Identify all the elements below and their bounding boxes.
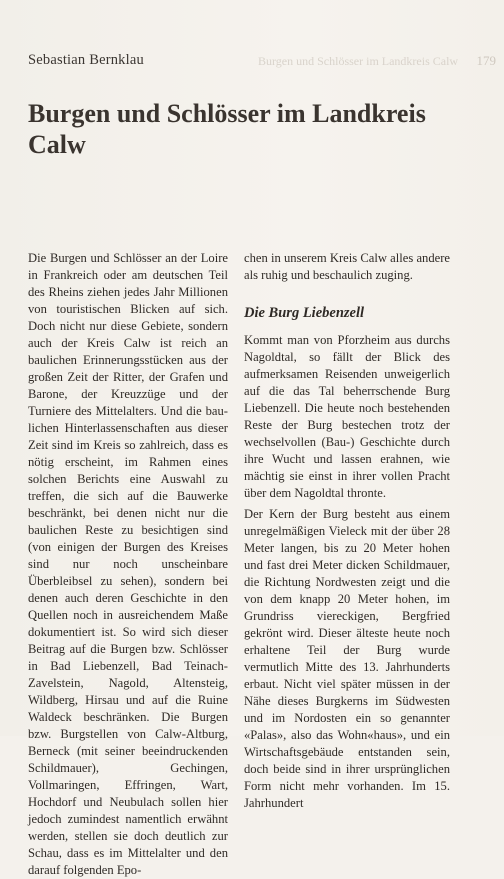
section-heading: Die Burg Liebenzell xyxy=(244,305,365,321)
running-header xyxy=(28,52,496,72)
left-column xyxy=(28,250,228,879)
right-column-intro: chen in unserem Kreis Calw alles andere als ruhig und beschaulich zuging. xyxy=(244,251,450,282)
article-title: Burgen und Schlösser im Landkreis Calw xyxy=(28,99,426,159)
author-name: Sebastian Bernklau xyxy=(28,52,144,68)
page-number: 179 xyxy=(476,53,496,68)
bleed-through-text: Burgen und Schlösser im Landkreis Calw xyxy=(258,54,459,68)
left-column-text: Die Burgen und Schlösser an der Loire in Frankreich oder am deutschen Teil des Rheins ziehen jedes Jahr Millionen von touristischen Blicken auf sich. Doch nicht nur diese Gebiete, sondern auch der Kreis Calw ist reich an baulichen Erinnerungsstücken aus der großen Zeit der Ritter, der Grafen und Barone, der Kreuzzüge und der Turniere des Mittelalters. Und die baulichen Hinterlassenschaften aus dieser Zeit sind im Kreis so zahlreich, dass es nötig erscheint, im Rahmen eines solchen Berichts eine Auswahl zu treffen, die sich auf die Bauwerke beschränkt, bei denen nicht nur die baulichen Reste zu besichtigen sind (von einigen der Burgen des Kreises sind nur noch unscheinbare Überbleibsel zu sehen), sondern bei denen auch deren Geschichte in den Quellen noch in ausreichendem Maße dokumentiert ist. So wird sich dieser Beitrag auf die Burgen bzw. Schlösser in Bad Liebenzell, Bad Teinach-Zavelstein, Nagold, Altensteig, Wildberg, Hirsau und auf die Ruine Waldeck beschränken. Die Burgen bzw. Burgstellen von Calw-Altburg, Berneck (mit seiner beeindruckenden Schildmauer), Gechingen, Vollmaringen, Effringen, Wart, Hochdorf und Neubulach sollen hier jedoch zumindest namentlich erwähnt werden, stellen sie doch deutlich zur Schau, dass es im Mittelalter und den darauf folgenden Epo- xyxy=(28,251,228,877)
right-column-paragraph-1: Kommt man von Pforzheim aus durchs Nagoldtal, so fällt der Blick des aufmerksamen Reisenden unweigerlich auf die das Tal beherrschende Burg Liebenzell. Die heute noch bestehenden Reste der Burg bestechen trotz der wechselvollen (Bau-) Geschichte durch ihre Wucht und lassen erahnen, wie mächtig sie einst in ihrer vollen Pracht über dem Nagoldtal thronte. xyxy=(244,333,450,500)
right-column-paragraph-2: Der Kern der Burg besteht aus einem unregelmäßigen Vieleck mit der über 28 Meter langen, bis zu 20 Meter hohen und fast drei Meter dicken Schildmauer, die Richtung Nordwesten zeigt und die von dem knapp 20 Meter hohen, im Grundriss viereckigen, Bergfried gekrönt wird. Dieser älteste heute noch erhaltene Teil der Burg wurde vermutlich Mitte des 13. Jahrhunderts erbaut. Nicht viel später müssen in der Nähe dieses Burgkerns im Südwesten und im Nordosten ein so genannter «Palas», also das Wohn«haus», und ein Wirtschaftsgebäude entstanden sein, doch beide sind in ihrer ursprünglichen Form nicht mehr vorhanden. Im 15. Jahrhundert xyxy=(244,507,450,810)
right-column xyxy=(244,250,450,812)
